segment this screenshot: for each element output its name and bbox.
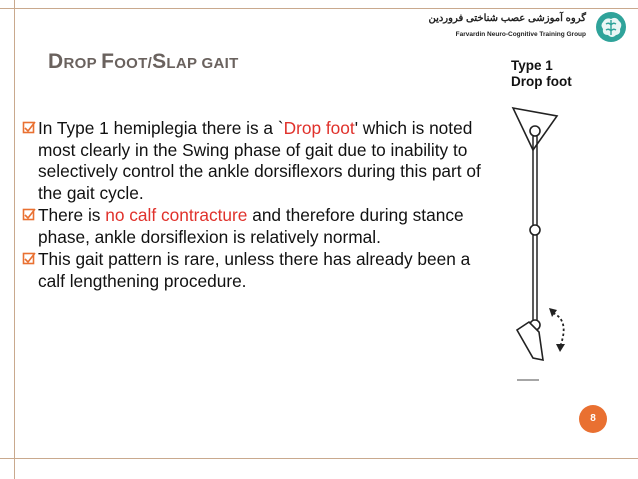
bullet-item	[22, 249, 492, 292]
bullet-text: There is	[38, 205, 106, 225]
bullet-list	[22, 118, 492, 293]
left-rule	[14, 0, 15, 479]
bullet-text: ' which is noted most clearly in the Swing phase of gait due to inability to selectively control the ankle dorsiflexors during this part of the gait cycle.	[38, 118, 481, 203]
logo-english-name: Farvardin Neuro-Cognitive Training Group	[455, 31, 586, 38]
bullet-item	[22, 205, 492, 248]
bullet-highlight: Drop foot	[283, 118, 355, 138]
bullet-text: This gait pattern is rare, unless there has already been a calf lengthening procedure.	[38, 249, 471, 291]
figure-label-type: Type 1	[511, 58, 553, 73]
page-number: 8	[579, 405, 607, 433]
bullet-text: In Type 1 hemiplegia there is a `	[38, 118, 284, 138]
organization-logo	[428, 10, 628, 44]
bullet-item	[22, 118, 492, 204]
logo-persian-name: گروه آموزشی عصب شناختی فروردین	[428, 13, 586, 24]
leg-diagram	[503, 58, 593, 388]
gait-figure	[503, 58, 593, 388]
bullet-text: and therefore during stance phase, ankle dorsiflexion is relatively normal.	[38, 205, 464, 247]
checkbox-bullet-icon	[22, 208, 36, 222]
bottom-rule	[0, 458, 638, 459]
brain-icon	[594, 10, 628, 44]
figure-label-name: Drop foot	[511, 74, 572, 89]
bullet-highlight: no calf contracture	[105, 205, 248, 225]
slide-title: DROP FOOT/SLAP GAIT	[48, 50, 239, 73]
top-rule	[0, 8, 638, 9]
checkbox-bullet-icon	[22, 252, 36, 266]
checkbox-bullet-icon	[22, 121, 36, 135]
